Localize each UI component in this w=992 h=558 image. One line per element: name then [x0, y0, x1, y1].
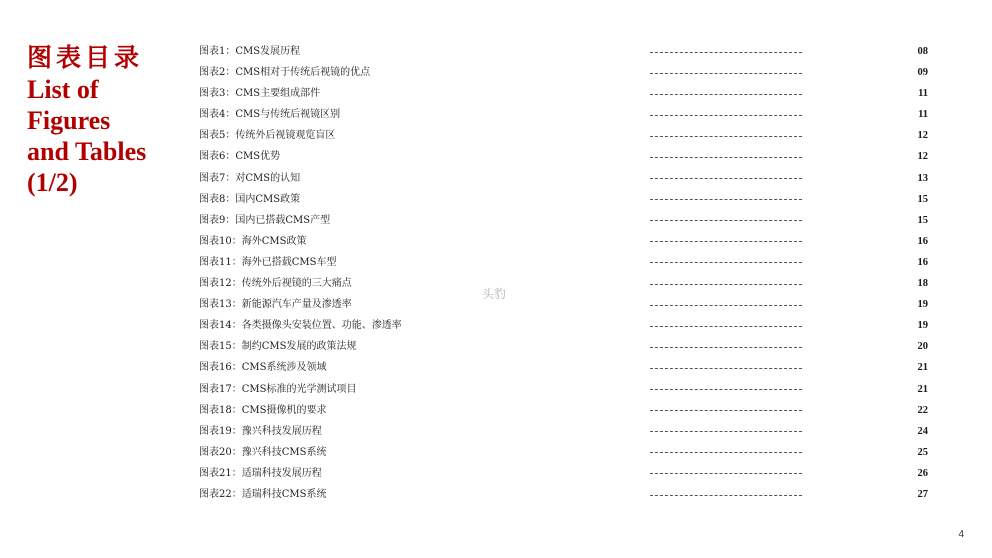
title-english-line: (1/2) — [27, 168, 78, 197]
toc-entry — [197, 442, 932, 463]
toc-entry-label: 图表13：新能源汽车产量及渗透率 — [199, 299, 352, 311]
toc-dot-leader — [650, 83, 802, 104]
toc-dot-leader — [650, 315, 802, 336]
toc-entry-label: 图表20：豫兴科技CMS系统 — [199, 446, 327, 458]
toc-dot-leader — [650, 189, 802, 210]
toc-entry — [197, 62, 932, 83]
toc-entry — [197, 315, 932, 336]
toc-entry-page-number: 24 — [917, 425, 928, 437]
toc-entry-page-number: 15 — [917, 193, 928, 205]
toc-entry-page-number: 15 — [917, 214, 928, 226]
toc-entry-label: 图表1：CMS发展历程 — [199, 46, 301, 57]
toc-entry — [197, 379, 932, 400]
toc-entry — [197, 168, 932, 189]
toc-dot-leader — [650, 125, 802, 146]
toc-dot-leader — [650, 210, 802, 231]
toc-entry — [197, 189, 932, 210]
toc-entry-page-number: 19 — [917, 299, 928, 311]
toc-entry — [197, 336, 932, 357]
toc-entry — [197, 463, 932, 484]
toc-entry-page-number: 18 — [917, 278, 928, 290]
toc-entry-page-number: 26 — [917, 467, 928, 479]
toc-entry-label: 图表21：适瑞科技发展历程 — [199, 467, 322, 479]
toc-entry — [197, 231, 932, 252]
toc-entry-label: 图表6：CMS优势 — [199, 151, 281, 163]
toc-entry-page-number: 21 — [917, 383, 928, 395]
title-english-line: and Tables — [27, 137, 147, 166]
toc-entry-page-number: 12 — [917, 151, 928, 163]
toc-entry-label: 图表17：CMS标准的光学测试项目 — [199, 383, 357, 395]
toc-entry — [197, 104, 932, 125]
toc-dot-leader — [650, 273, 802, 294]
toc-entry-label: 图表4：CMS与传统后视镜区别 — [199, 109, 341, 121]
toc-entry — [197, 273, 932, 294]
toc-dot-leader — [650, 442, 802, 463]
toc-entry-page-number: 19 — [917, 320, 928, 332]
toc-entry-page-number: 16 — [917, 256, 928, 268]
toc-entry-page-number: 21 — [917, 362, 928, 374]
toc-dot-leader — [650, 294, 802, 315]
toc-entry-label: 图表14：各类摄像头安装位置、功能、渗透率 — [199, 320, 402, 332]
toc-dot-leader — [650, 231, 802, 252]
toc-entry — [197, 484, 932, 505]
toc-entry — [197, 252, 932, 273]
title-block — [27, 42, 187, 198]
title-english-line: Figures — [27, 106, 111, 135]
toc-dot-leader — [650, 41, 802, 62]
watermark: 头豹 — [482, 287, 507, 301]
toc-dot-leader — [650, 400, 802, 421]
toc-entry-page-number: 11 — [918, 109, 928, 121]
toc-dot-leader — [650, 104, 802, 125]
toc-entry-label: 图表10：海外CMS政策 — [199, 235, 307, 247]
toc-entry-page-number: 25 — [917, 446, 928, 458]
toc-entry — [197, 421, 932, 442]
toc-entry-label: 图表5：传统外后视镜观览盲区 — [199, 130, 336, 142]
toc-dot-leader — [650, 379, 802, 400]
toc-entry-label: 图表18：CMS摄像机的要求 — [199, 404, 327, 416]
toc-entry-page-number: 09 — [917, 67, 928, 79]
toc-entry — [197, 146, 932, 167]
toc-entry-label: 图表16：CMS系统涉及领域 — [199, 362, 327, 374]
toc-entry — [197, 125, 932, 146]
toc-entry-page-number: 08 — [917, 46, 928, 57]
toc-entry-page-number: 20 — [917, 341, 928, 353]
toc-entry — [197, 210, 932, 231]
toc-entry-label: 图表7：对CMS的认知 — [199, 172, 301, 184]
title-english — [27, 74, 187, 198]
toc-entry-page-number: 16 — [917, 235, 928, 247]
toc-entry-label: 图表11：海外已搭载CMS车型 — [199, 256, 337, 268]
toc-entry-label: 图表19：豫兴科技发展历程 — [199, 425, 322, 437]
toc-entry-label: 图表8：国内CMS政策 — [199, 193, 301, 205]
toc-entry-page-number: 11 — [918, 88, 928, 100]
table-of-figures — [197, 41, 932, 505]
toc-entry — [197, 357, 932, 378]
toc-dot-leader — [650, 252, 802, 273]
toc-entry-label: 图表15：制约CMS发展的政策法规 — [199, 341, 357, 353]
toc-dot-leader — [650, 421, 802, 442]
title-english-line: List of — [27, 75, 99, 104]
toc-entry — [197, 294, 932, 315]
toc-entry-label: 图表3：CMS主要组成部件 — [199, 88, 321, 100]
page-number: 4 — [958, 529, 964, 540]
toc-dot-leader — [650, 336, 802, 357]
toc-dot-leader — [650, 484, 802, 505]
title-chinese: 图表目录 — [27, 43, 144, 72]
toc-dot-leader — [650, 357, 802, 378]
toc-dot-leader — [650, 168, 802, 189]
toc-entry — [197, 83, 932, 104]
toc-entry-page-number: 27 — [917, 488, 928, 500]
toc-entry-page-number: 13 — [917, 172, 928, 184]
toc-entry-page-number: 22 — [917, 404, 928, 416]
toc-entry-label: 图表9：国内已搭载CMS产型 — [199, 214, 331, 226]
toc-dot-leader — [650, 62, 802, 83]
toc-entry-label: 图表22：适瑞科技CMS系统 — [199, 488, 327, 500]
toc-entry — [197, 41, 932, 62]
toc-entry — [197, 400, 932, 421]
toc-entry-label: 图表12：传统外后视镜的三大痛点 — [199, 278, 352, 290]
toc-dot-leader — [650, 146, 802, 167]
toc-entry-page-number: 12 — [917, 130, 928, 142]
toc-entry-label: 图表2：CMS相对于传统后视镜的优点 — [199, 67, 371, 79]
toc-dot-leader — [650, 463, 802, 484]
